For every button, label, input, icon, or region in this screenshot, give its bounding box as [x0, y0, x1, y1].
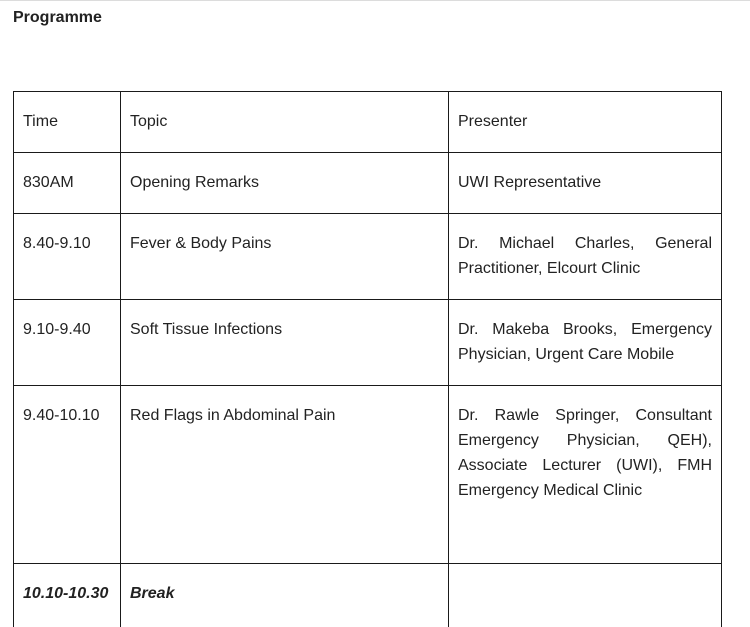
header-topic: Topic [121, 92, 449, 153]
table-row [14, 214, 722, 300]
time-cell-break: 10.10-10.30 [14, 564, 121, 627]
topic-cell: Opening Remarks [121, 153, 449, 214]
presenter-cell: Dr. Michael Charles, General Practitioner, Elcourt Clinic [449, 214, 722, 300]
presenter-cell: Dr. Rawle Springer, Consultant Emergency Physician, QEH), Associate Lecturer (UWI), FMH Emergency Medical Clinic [449, 386, 722, 564]
topic-cell-break: Break [121, 564, 449, 627]
topic-cell: Fever & Body Pains [121, 214, 449, 300]
topic-cell: Soft Tissue Infections [121, 300, 449, 386]
time-cell: 8.40-9.10 [14, 214, 121, 300]
time-cell: 830AM [14, 153, 121, 214]
table-row [14, 153, 722, 214]
presenter-cell: Dr. Makeba Brooks, Emergency Physician, Urgent Care Mobile [449, 300, 722, 386]
topic-cell: Red Flags in Abdominal Pain [121, 386, 449, 564]
presenter-cell: UWI Representative [449, 153, 722, 214]
table-row [14, 386, 722, 564]
time-cell: 9.10-9.40 [14, 300, 121, 386]
header-presenter: Presenter [449, 92, 722, 153]
top-divider [0, 0, 750, 1]
table-row-break [14, 564, 722, 627]
time-cell: 9.40-10.10 [14, 386, 121, 564]
programme-table [13, 91, 722, 627]
table-row [14, 300, 722, 386]
table-header-row [14, 92, 722, 153]
presenter-cell-empty [449, 564, 722, 627]
header-time: Time [14, 92, 121, 153]
section-heading: Programme [13, 9, 102, 26]
